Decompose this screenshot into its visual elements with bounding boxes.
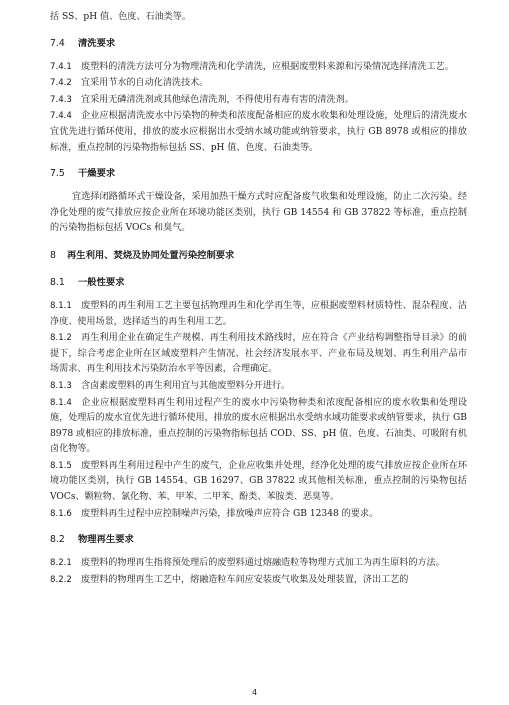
heading-title: 一般性要求	[78, 276, 125, 288]
section-heading	[50, 276, 467, 290]
clause-text: 宜选择闭路循环式干燥设备，采用加热干燥方式时应配备废气收集和处理设施，防止二次污染。经净化处理的废气排放应按企业所在环境功能区类别，执行 GB 14554 和 GB 37822 等标准，重点控制的污染物指标包括 VOCs 和臭气。	[50, 192, 467, 234]
clause-number: 7.4.3	[50, 94, 72, 105]
clause-paragraph	[50, 93, 467, 109]
clause-text: 再生利用企业在确定生产规模、再生利用技术路线时，应在符合《产业结构调整指导目录》的前提下，综合考虑企业所在区域废塑料产生情况、社会经济发展水平、产业布局及规划、再生利用产品市场需求、再生利用技术污染防治水平等因素，合理确定。	[50, 333, 467, 375]
heading-number: 8.2	[50, 534, 65, 546]
clause-text: 宜采用无磷清洗剂或其他绿色清洗剂，不得使用有毒有害的清洗剂。	[80, 94, 354, 105]
clause-paragraph	[50, 459, 467, 506]
clause-text: 企业应根据废塑料再生利用过程产生的废水中污染物种类和浓度配备相应的废水收集和处理设施，处理后的废水宜优先进行循环使用，排放的废水应根据出水受纳水域功能要求或纳管要求，执行 GB 8978 或相应的排放标准，重点控制的污染物指标包括 COD、SS、pH 值、色度、石油类、可吸附有机卤化物等。	[50, 397, 467, 455]
clause-number: 8.2.2	[50, 574, 72, 585]
clause-text: 宜采用节水的自动化清洗技术。	[80, 78, 209, 89]
clause-paragraph	[50, 379, 467, 395]
clause-number: 7.4.1	[50, 61, 72, 72]
heading-title: 干燥要求	[78, 168, 116, 180]
heading-number: 7.4	[50, 37, 65, 49]
clause-paragraph	[50, 396, 467, 458]
clause-number: 7.4.4	[50, 111, 72, 122]
clause-paragraph	[50, 573, 467, 589]
clause-text: 废塑料再生过程中应控制噪声污染，排放噪声应符合 GB 12348 的要求。	[80, 508, 379, 519]
section-heading	[50, 37, 467, 51]
clause-number: 7.4.2	[50, 78, 72, 89]
clause-number: 8.1.4	[50, 397, 72, 408]
section-heading	[50, 533, 467, 547]
clause-number: 8.1.3	[50, 380, 72, 391]
clause-text: 废塑料的物理再生工艺中，熔融造粒车间应安装废气收集及处理装置，济出工艺的	[80, 574, 409, 585]
heading-number: 7.5	[50, 168, 65, 180]
clause-paragraph	[50, 331, 467, 378]
clause-number: 8.1.6	[50, 508, 72, 519]
document-body	[50, 37, 467, 589]
clause-paragraph	[50, 556, 467, 572]
clause-paragraph	[50, 507, 467, 523]
chapter-heading	[50, 249, 467, 263]
clause-number: 8.2.1	[50, 558, 72, 569]
section-heading	[50, 167, 467, 181]
clause-paragraph	[50, 109, 467, 156]
clause-text: 废塑料再生利用过程中产生的废气，企业应收集并处理，经净化处理的废气排放应按企业所在环境功能区类别，执行 GB 14554、GB 16297、GB 37822 或其他相关标准，重点控制的污染物包括 VOCs、颗粒物、氯化物、苯、甲苯、二甲苯、酚类、苯胺类、恶臭等。	[50, 460, 467, 503]
clause-text: 废塑料的物理再生指将预处理后的废塑料通过熔融造粒等物理方式加工为再生原料的方法。	[80, 558, 445, 569]
clause-paragraph	[50, 190, 467, 237]
heading-title: 物理再生要求	[78, 534, 134, 546]
clause-text: 废塑料的再生利用工艺主要包括物理再生和化学再生等，应根据废塑料材质特性、混杂程度、洁净度、使用场景，选择适当的再生利用工艺。	[50, 300, 467, 327]
heading-number: 8	[50, 249, 56, 261]
clause-number: 8.1.2	[50, 333, 72, 344]
clause-number: 8.1.5	[50, 460, 72, 471]
clause-number: 8.1.1	[50, 300, 72, 311]
clause-text: 含卤素废塑料的再生利用宜与其他废塑料分开进行。	[80, 380, 291, 391]
clause-text: 废塑料的清洗方法可分为物理清洗和化学清洗，应根据废塑料来源和污染情况选择清洗工艺。	[80, 61, 454, 72]
page-number: 4	[251, 688, 258, 697]
clause-paragraph	[50, 299, 467, 330]
top-fragment: 括 SS、pH 值、色度、石油类等。	[50, 12, 191, 22]
clause-paragraph	[50, 76, 467, 92]
heading-title: 清洗要求	[78, 37, 116, 49]
heading-title: 再生利用、焚烧及协同处置污染控制要求	[67, 249, 235, 261]
heading-number: 8.1	[50, 276, 65, 288]
clause-text: 企业应根据清洗废水中污染物的种类和浓度配备相应的废水收集和处理设施，处理后的清洗废水宜优先进行循环使用，排放的废水应根据出水受纳水域功能或纳管要求，执行 GB 8978 或相应的排放标准，重点控制的污染物指标包括 SS、pH 值、色度、石油类等。	[50, 111, 467, 153]
clause-paragraph	[50, 60, 467, 76]
